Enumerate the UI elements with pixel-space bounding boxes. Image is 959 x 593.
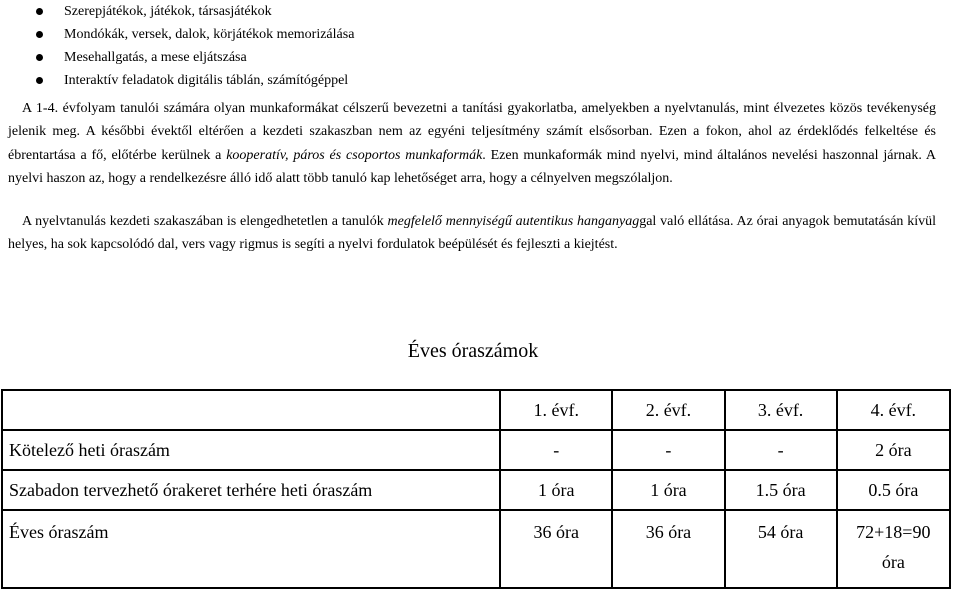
table-row	[2, 470, 950, 510]
paragraph-audio-material	[8, 210, 936, 257]
table-cell: 0.5 óra	[837, 470, 950, 510]
table-cell: 1.5 óra	[725, 470, 837, 510]
list-item	[34, 0, 354, 23]
bullet-icon	[36, 8, 43, 15]
table-cell: -	[725, 430, 837, 470]
bullet-icon	[36, 54, 43, 61]
paragraph-text: A nyelvtanulás kezdeti szakaszában is elengedhetetlen a tanulók	[22, 214, 388, 229]
list-item-text: Szerepjátékok, játékok, társasjátékok	[64, 4, 272, 19]
table-header-cell: 2. évf.	[612, 390, 724, 430]
table-header-cell: 4. évf.	[837, 390, 950, 430]
paragraph-text: . Ezen munkaformák mind nyelvi, mind általános nevelési haszonnal járnak. A nyelvi haszon az, hogy a rendelkezésre álló idő alatt több tanuló kap lehetőséget arra, hogy a célnyelven megszólaljon.	[8, 147, 936, 187]
table-row-label: Szabadon tervezhető órakeret terhére heti óraszám	[2, 470, 500, 510]
table-cell: 72+18=90 óra	[837, 510, 950, 588]
list-item-text: Mesehallgatás, a mese eljátszása	[64, 50, 247, 65]
paragraph-work-forms	[8, 97, 936, 191]
table-row-label: Éves óraszám	[2, 510, 500, 588]
annual-hours-table	[1, 389, 951, 589]
table-header-cell: 1. évf.	[500, 390, 612, 430]
list-item-text: Mondókák, versek, dalok, körjátékok memorizálása	[64, 27, 355, 42]
table-header-row	[2, 390, 950, 430]
table-cell: -	[612, 430, 724, 470]
list-item	[34, 23, 354, 46]
paragraph-text: gal való ellátása. Az órai anyagok bemutatásán kívül helyes, ha sok kapcsolódó dal, vers vagy rigmus is segíti a nyelvi fordulatok beépülését és fejleszti a kiejtést.	[8, 214, 936, 253]
table-cell: 2 óra	[837, 430, 950, 470]
paragraph-text: A 1-4. évfolyam tanulói számára olyan munkaformákat célszerű bevezetni a tanítási gyakorlatba, amelyekben a nyelvtanulás, mint élvezetes közös tevékenység jelenik meg. A későbbi évektől eltérően a kezdeti szakaszban nem az egyéni teljesítmény számít elsősorban. Ezen a fokon, ahol az érdeklődés felkeltése és ébrentartása a fő, előtérbe kerülnek a	[8, 101, 936, 163]
list-item-text: Interaktív feladatok digitális táblán, számítógéppel	[64, 73, 349, 88]
table-cell: 36 óra	[500, 510, 612, 588]
bullet-icon	[36, 31, 43, 38]
table-row	[2, 430, 950, 470]
table-header-cell: 3. évf.	[725, 390, 837, 430]
table-row	[2, 510, 950, 588]
table-header-cell	[2, 390, 500, 430]
table-cell: 36 óra	[612, 510, 724, 588]
bullet-icon	[36, 77, 43, 84]
table-cell: -	[500, 430, 612, 470]
table-row-label: Kötelező heti óraszám	[2, 430, 500, 470]
list-item	[34, 69, 354, 92]
table-cell: 1 óra	[612, 470, 724, 510]
list-item	[34, 46, 354, 69]
table-cell: 54 óra	[725, 510, 837, 588]
table-cell: 1 óra	[500, 470, 612, 510]
paragraph-emphasis: megfelelő mennyiségű autentikus hanganyag	[387, 214, 640, 229]
activity-bullet-list	[34, 0, 354, 92]
section-title: Éves óraszámok	[407, 340, 539, 362]
paragraph-emphasis: kooperatív, páros és csoportos munkaformák	[226, 147, 483, 163]
